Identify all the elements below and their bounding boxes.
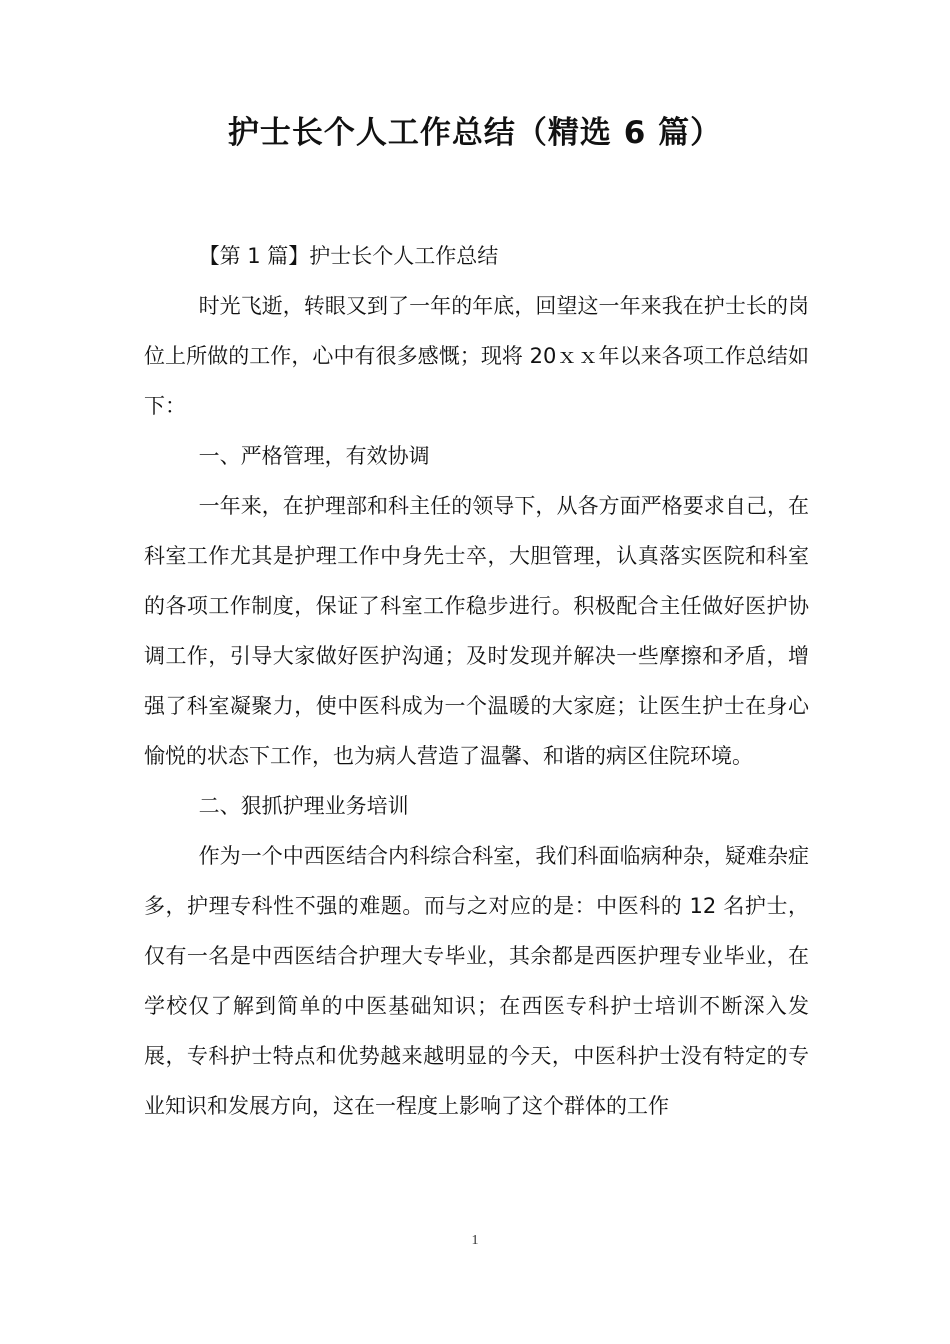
document-title: 护士长个人工作总结（精选 6 篇） <box>227 115 723 151</box>
section-heading-2: 二、狠抓护理业务培训 <box>198 794 409 818</box>
page-number: 1 <box>471 1233 479 1248</box>
intro-paragraph: 时光飞逝，转眼又到了一年的年底，回望这一年来我在护士长的岗位上所做的工作，心中有很多感慨；现将 20ｘｘ年以来各项工作总结如下： <box>144 294 809 418</box>
document-body <box>144 231 809 1131</box>
section-heading-part-1: 【第 1 篇】护士长个人工作总结 <box>198 244 499 268</box>
body-paragraph: 作为一个中西医结合内科综合科室，我们科面临病种杂，疑难杂症多，护理专科性不强的难题。而与之对应的是：中医科的 12 名护士，仅有一名是中西医结合护理大专毕业，其余都是西医护理专业毕业，在学校仅了解到简单的中医基础知识；在西医专科护士培训不断深入发展，专科护士特点和优势越来越明显的今天，中医科护士没有特定的专业知识和发展方向，这在一程度上影响了这个群体的工作 <box>144 844 809 1118</box>
body-paragraph: 一年来，在护理部和科主任的领导下，从各方面严格要求自己，在科室工作尤其是护理工作中身先士卒，大胆管理，认真落实医院和科室的各项工作制度，保证了科室工作稳步进行。积极配合主任做好医护协调工作，引导大家做好医护沟通；及时发现并解决一些摩擦和矛盾，增强了科室凝聚力，使中医科成为一个温暖的大家庭；让医生护士在身心愉悦的状态下工作，也为病人营造了温馨、和谐的病区住院环境。 <box>144 494 809 768</box>
section-heading-1: 一、严格管理，有效协调 <box>198 444 430 468</box>
